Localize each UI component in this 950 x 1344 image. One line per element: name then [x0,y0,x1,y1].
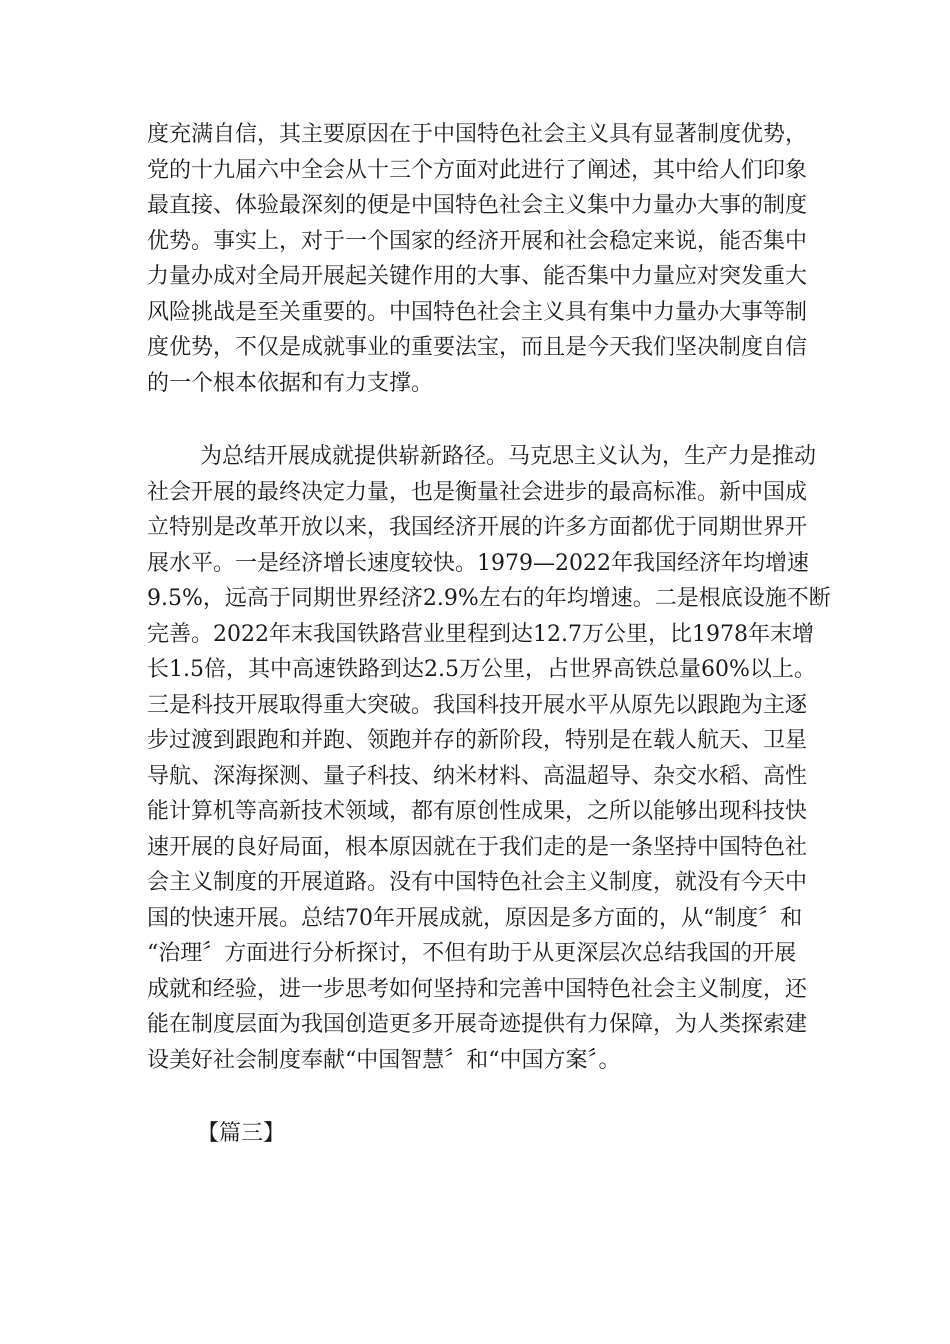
text-line: 立特别是改革开放以来，我国经济开展的许多方面都优于同期世界开 [147,515,808,540]
text-line: 党的十九届六中全会从十三个方面对此进行了阐述，其中给人们印象 [147,158,808,183]
text-line: 能计算机等高新技术领域，都有原创性成果，之所以能够出现科技快 [147,799,808,824]
text-line: 度充满自信，其主要原因在于中国特色社会主义具有显著制度优势， [147,122,808,147]
text-line: 社会开展的最终决定力量，也是衡量社会进步的最高标准。新中国成 [147,480,808,505]
text-line: 成就和经验，进一步思考如何坚持和完善中国特色社会主义制度，还 [147,977,808,1002]
text-line: 会主义制度的开展道路。没有中国特色社会主义制度，就没有今天中 [147,870,808,895]
text-line: 优势。事实上，对于一个国家的经济开展和社会稳定来说，能否集中 [147,229,808,254]
text-line: 三是科技开展取得重大突破。我国科技开展水平从原先以跟跑为主逐 [147,693,808,718]
text-line: 最直接、体验最深刻的便是中国特色社会主义集中力量办大事的制度 [147,193,808,218]
text-line: 力量办成对全局开展起关键作用的大事、能否集中力量应对突发重大 [147,264,808,289]
text-line: 国的快速开展。总结70年开展成就，原因是多方面的，从“制度〞和 [147,906,803,931]
text-line: 完善。2022年末我国铁路营业里程到达12.7万公里，比1978年末增 [147,622,814,647]
section-heading: 【篇三】 [197,1121,286,1146]
text-line: 度优势，不仅是成就事业的重要法宝，而且是今天我们坚决制度自信 [147,335,808,360]
text-line: “治理〞方面进行分析探讨，不但有助于从更深层次总结我国的开展 [147,941,797,966]
text-line: 导航、深海探测、量子科技、纳米材料、高温超导、杂交水稻、高性 [147,764,808,789]
text-line: 9.5%，远高于同期世界经济2.9%左右的年均增速。二是根底设施不断 [147,586,831,611]
text-line: 展水平。一是经济增长速度较快。1979—2022年我国经济年均增速 [147,551,809,576]
text-line: 速开展的良好局面，根本原因就在于我们走的是一条坚持中国特色社 [147,835,808,860]
text-line: 设美好社会制度奉献“中国智慧〞和“中国方案〞。 [147,1048,621,1073]
text-line: 能在制度层面为我国创造更多开展奇迹提供有力保障，为人类探索建 [147,1012,808,1037]
text-line: 为总结开展成就提供崭新路径。马克思主义认为，生产力是推动 [200,444,817,469]
text-line: 的一个根本依据和有力支撑。 [147,371,434,396]
text-line: 步过渡到跟跑和并跑、领跑并存的新阶段，特别是在载人航天、卫星 [147,728,808,753]
text-line: 风险挑战是至关重要的。中国特色社会主义具有集中力量办大事等制 [147,300,808,325]
text-line: 长1.5倍，其中高速铁路到达2.5万公里，占世界高铁总量60%以上。 [147,657,816,682]
